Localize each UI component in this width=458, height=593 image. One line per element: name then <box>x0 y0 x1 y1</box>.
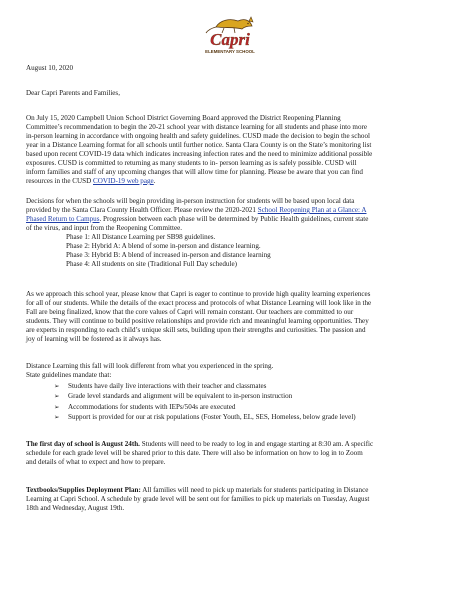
list-item: ➢ Grade level standards and alignment will be equivalent to in-person instruction <box>54 392 293 401</box>
phase-item: Phase 3: Hybrid B: A blend of increased in-person and distance learning <box>66 251 271 259</box>
arrow-bullet-icon: ➢ <box>54 382 60 390</box>
arrow-bullet-icon: ➢ <box>54 402 60 411</box>
svg-text:Capri: Capri <box>210 30 250 49</box>
list-item: ➢ Students have daily live interactions with their teacher and classmates <box>54 382 267 390</box>
capri-mascot-icon <box>194 14 266 58</box>
letter-date: August 10, 2020 <box>26 64 74 72</box>
phase-item: Phase 4: All students on site (Traditional Full Day schedule) <box>66 260 237 268</box>
paragraph-first-day: The first day of school is August 24th. Students will need to be ready to log in and engage starting at 8:30 am. A specific schedule for each grade level will be shared prior to this date. There will also be information on how to log in to Zoom and details of what to expect and how to prepare. <box>26 440 374 466</box>
arrow-bullet-icon: ➢ <box>54 413 60 422</box>
reopening-plan-link[interactable]: School Reopening Plan at a Glance: A <box>257 206 367 214</box>
paragraph-distance-learning: Distance Learning this fall will look different from what you experienced in the spring. State guidelines mandate that: <box>26 362 274 379</box>
phase-item: Phase 2: Hybrid A: A blend of some in-person and distance learning. <box>66 242 261 250</box>
paragraph-in-person-decisions: Decisions for when the schools will begin providing in-person instruction for students will be based upon local data provided by the Santa Clara County Health Officer. Please review the 2020-2021 School Reopening Plan at a Glance: A Phased Return to Campus. Progression between each phase will be determined by Public Health guidelines, current state of the virus, and input from the Reopening Committee. <box>26 197 369 232</box>
paragraph-textbooks-supplies: Textbooks/Supplies Deployment Plan: All families will need to pick up materials for students participating in Distance Learning at Capri School. A schedule by grade level will be sent out for families to pick up materials on Tuesday, August 18th and Wednesday, August 19th. <box>26 486 370 512</box>
list-item: ➢ Accommodations for students with IEPs/504s are executed <box>54 402 236 411</box>
school-logo <box>194 14 266 58</box>
state-guidelines-list <box>54 382 434 424</box>
phase-list <box>66 233 436 269</box>
list-item: ➢ Support is provided for our at risk populations (Foster Youth, EL, SES, Homeless, below grade level) <box>54 413 356 422</box>
arrow-bullet-icon: ➢ <box>54 392 60 401</box>
phased-return-link[interactable]: Phased Return to Campus <box>26 215 100 223</box>
salutation: Dear Capri Parents and Families, <box>26 89 120 97</box>
svg-text:ELEMENTARY SCHOOL: ELEMENTARY SCHOOL <box>205 49 255 54</box>
covid-19-web-page-link[interactable]: COVID-19 web page <box>93 177 154 185</box>
phase-item: Phase 1: All Distance Learning per SB98 guidelines. <box>66 233 216 241</box>
paragraph-capri-values: As we approach this school year, please know that Capri is eager to continue to provide high quality learning experiences for all of our students. While the details of the exact process and protocols of what Distance Learning will look like in the Fall are being finalized, know that the core values of Capri will remain constant. Our teachers are committed to our students. They will continue to build positive relationships and provide rich and meaningful learning opportunities. They are experts in responding to each child’s unique skill sets, building upon their strengths and curiosities. The passion and joy of learning will be fostered as it always has. <box>26 290 372 343</box>
paragraph-reopening-decision: On July 15, 2020 Campbell Union School District Governing Board approved the District Reopening Planning Committee’s recommendation to begin the 20-21 school year with distance learning for all students and phase into more in-person learning in accordance with ongoing health and safety guidelines. CUSD made the decision to begin the school year in a Distance Learning format for all schools until further notice. Santa Clara County is on the State’s monitoring list based upon recent COVID-19 data which indicates increasing infection rates and the need to minimize additional possible exposures. CUSD is committed to returning as many students to in- person learning as is safely possible. CUSD will inform families and staff of any upcoming changes that will allow time for planning. Please be aware that you can find resources in the CUSD COVID-19 web page. <box>26 114 373 185</box>
